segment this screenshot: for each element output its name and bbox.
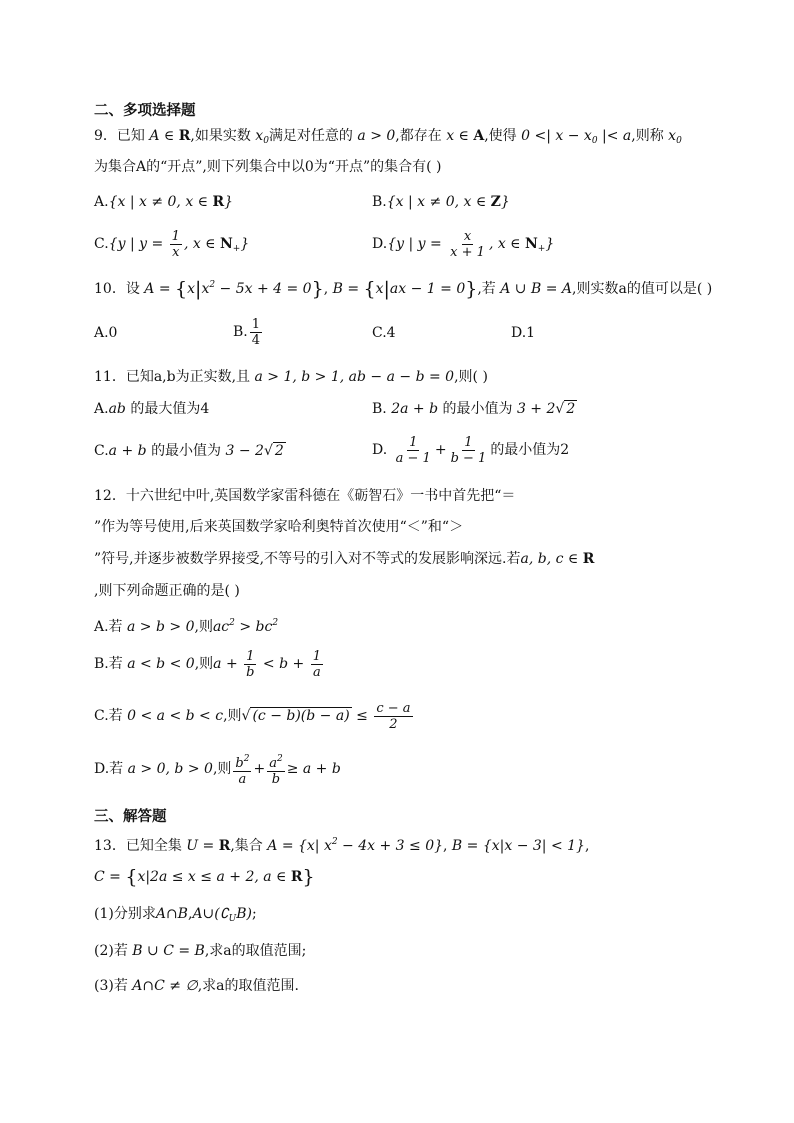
q12-option-c-result: √ (c − b)(b − a) ≤ $\frac{c - a}{2}$ [241, 700, 411, 732]
q11-option-c-text: 的最小值为 [151, 443, 222, 459]
q11-option-d-label: D. [372, 442, 388, 458]
q11-option-b-label: B. [372, 401, 387, 417]
q11-option-c-value: 3 − 2√ 2 [221, 443, 284, 459]
q11-option-b-value: 3 + 2√ 2 [512, 401, 576, 417]
q9-option-d-math: {y | y = $\frac{x}{x + 1}$ , x ∈ $N_+$} [387, 228, 555, 260]
q9-text-2: 满足对任意的 [268, 128, 353, 144]
q11-option-a-math: ab [108, 401, 131, 417]
q11-option-b [372, 400, 577, 418]
q9-option-a-label: A. [94, 194, 109, 210]
q12-option-d-cond: a > 0, b > 0 [123, 761, 213, 777]
q12-option-c-text: ,则 [223, 708, 242, 724]
q10-text-2: ,若 [477, 281, 496, 297]
q13-part-2 [94, 942, 306, 960]
q9-math-x0: $x_0$ [255, 128, 269, 146]
q12-option-d-text: ,则 [212, 761, 232, 777]
q9-math-ineq: 0 <| $x - x_0$ |< a [521, 128, 632, 146]
q12-option-d-label: D.若 [94, 761, 124, 777]
q12-option-b-result: a + $\frac{1}{b}$ < b + $\frac{1}{a}$ [213, 648, 321, 680]
q10-number: 10．设 [94, 281, 140, 297]
q11-math-cond: a > 1, b > 1, ab − a − b = 0 [250, 369, 455, 385]
q12-option-c [94, 697, 415, 735]
q12-option-b [94, 645, 325, 683]
q13-part-3 [94, 977, 299, 995]
q9-math-x0-end: $x_0$ [668, 128, 682, 146]
q13-part-1-math-1: A∩B [155, 906, 188, 922]
question-12-line-2: ”作为等号使用,后来英国数学家哈利奥特首次使用“＜”和“＞ [94, 519, 464, 535]
q9-option-c-math: {y | y = $\frac{1}{x}$ , x ∈ $N_+$} [108, 228, 250, 260]
question-12-line-3 [94, 550, 594, 568]
question-9-line-2: 为集合A的“开点”,则下列集合中以0为“开点”的集合有( ) [94, 159, 442, 175]
q12-option-d-result: $\frac{b^2}{a}$ + $\frac{a^2}{b}$ ≥ a + b [235, 753, 341, 787]
question-12-line-1: 12．十六世纪中叶,英国数学家雷科德在《砺智石》一书中首先把“＝ [94, 488, 516, 504]
q13-part-1-end: ; [252, 906, 257, 922]
q9-math-a-pos: a > 0 [357, 128, 396, 144]
q13-number: 13．已知全集 [94, 838, 182, 854]
question-12-line-4: ,则下列命题正确的是( ) [94, 583, 240, 599]
q9-text-4: ,使得 [484, 128, 517, 144]
q9-option-c-label: C. [94, 236, 109, 252]
q12-math-abc: a, b, c ∈ R [520, 551, 595, 567]
q13-set-c [94, 868, 315, 886]
q12-option-a-result: $ac^2 > bc^2$ [212, 618, 279, 635]
q11-option-b-math: 2a + b [386, 401, 443, 417]
q9-option-a [94, 193, 233, 211]
q9-option-b-math: {x | x ≠ 0, x ∈ Z} [386, 194, 510, 210]
q11-option-d [372, 432, 569, 468]
q9-option-b-label: B. [372, 194, 387, 210]
q12-option-b-label: B.若 [94, 656, 123, 672]
q10-math-union: A ∪ B = A [500, 281, 573, 297]
q13-part-1-sep: , [187, 906, 193, 922]
q11-option-c-label: C. [94, 443, 109, 459]
q10-text-1: , [323, 281, 329, 297]
q12-option-b-text: ,则 [194, 656, 214, 672]
q13-part-3-end: ,求a的取值范围. [197, 978, 299, 994]
q12-option-c-cond: 0 < a < b < c [122, 708, 224, 724]
q11-option-c-math: a + b [108, 443, 152, 459]
q10-math-set-a: $A = \{x|x^2 - 5x + 4 = 0\}$ [144, 278, 324, 300]
q11-stem-text: 11．已知a,b为正实数,且 [94, 369, 251, 385]
q13-math-universe: U = R [181, 838, 231, 854]
q9-option-d [372, 226, 554, 267]
q9-option-a-math: {x | x ≠ 0, x ∈ R} [108, 194, 234, 210]
q13-part-2-end: ,求a的取值范围; [204, 943, 307, 959]
question-9-stem [94, 127, 682, 150]
q10-option-b-frac: $\frac{1}{4}$ [251, 316, 261, 348]
q12-option-b-cond: a < b < 0 [122, 656, 195, 672]
q9-option-b [372, 193, 510, 211]
q11-option-a-label: A. [94, 401, 109, 417]
q13-part-1 [94, 905, 257, 928]
section-title-free-response: 三、解答题 [94, 809, 167, 825]
q10-option-c: C.4 [372, 325, 396, 341]
q9-text-5: ,则称 [631, 128, 664, 144]
q10-option-b-label: B. [233, 324, 248, 340]
q9-math-x-in-a: x ∈ A [446, 128, 485, 144]
q13-part-2-text: (2)若 [94, 943, 128, 959]
q12-option-a [94, 614, 278, 636]
q12-option-a-cond: a > b > 0 [122, 619, 195, 635]
q10-option-a: A.0 [94, 325, 118, 341]
q13-part-2-math: B ∪ C = B [127, 943, 205, 959]
q13-math-set-c: C = {x|2a ≤ x ≤ a + 2, a ∈ R} [94, 866, 315, 888]
q13-math-set-a: A = {x| $x^2 - 4x + 3 \le 0$} [262, 837, 444, 854]
q9-text-1: ,如果实数 [190, 128, 251, 144]
q10-option-b [233, 314, 264, 350]
q13-part-1-text: (1)分别求 [94, 906, 156, 922]
q12-line-3-text: ”符号,并逐步被数学界接受,不等号的引入对不等式的发展影响深远.若 [94, 551, 521, 567]
q13-part-3-text: (3)若 [94, 978, 128, 994]
q9-option-d-label: D. [372, 236, 388, 252]
question-11-stem [94, 368, 488, 386]
q13-text-1: ,集合 [230, 838, 263, 854]
q13-part-1-math-2: $A\cup(∁_UB)$ [192, 906, 252, 924]
q9-text-3: ,都存在 [395, 128, 442, 144]
q11-stem-end: ,则( ) [454, 369, 488, 385]
section-title-multiple-choice: 二、多项选择题 [94, 103, 196, 119]
q12-option-d [94, 750, 341, 788]
q13-text-2: , [443, 838, 448, 854]
q9-option-c [94, 226, 249, 267]
q12-option-a-text: ,则 [194, 619, 213, 635]
q13-part-3-math: A∩C ≠ ∅ [127, 978, 198, 994]
q9-math-a-in-r: A ∈ R [149, 128, 191, 144]
q11-option-b-text: 的最小值为 [442, 401, 513, 417]
q11-option-c [94, 442, 286, 460]
q11-option-a [94, 400, 209, 418]
q10-text-3: ,则实数a的值可以是( ) [572, 281, 713, 297]
q13-math-set-b: B = {x|x − 3| < 1} [447, 838, 585, 854]
q11-option-d-text: 的最小值为2 [490, 442, 570, 458]
question-13-stem [94, 833, 589, 855]
question-10-stem [94, 276, 712, 298]
q13-text-3: , [584, 838, 590, 854]
q11-option-d-math: $\frac{1}{a - 1}$ + $\frac{1}{b - 1}$ [395, 434, 487, 466]
q12-option-a-label: A.若 [94, 619, 123, 635]
q9-number: 9．已知 [94, 128, 145, 144]
q10-math-set-b: B = {x|ax − 1 = 0} [332, 278, 478, 300]
q11-option-a-text: 的最大值为4 [130, 401, 210, 417]
q12-option-c-label: C.若 [94, 708, 123, 724]
q10-option-d: D.1 [511, 325, 536, 341]
